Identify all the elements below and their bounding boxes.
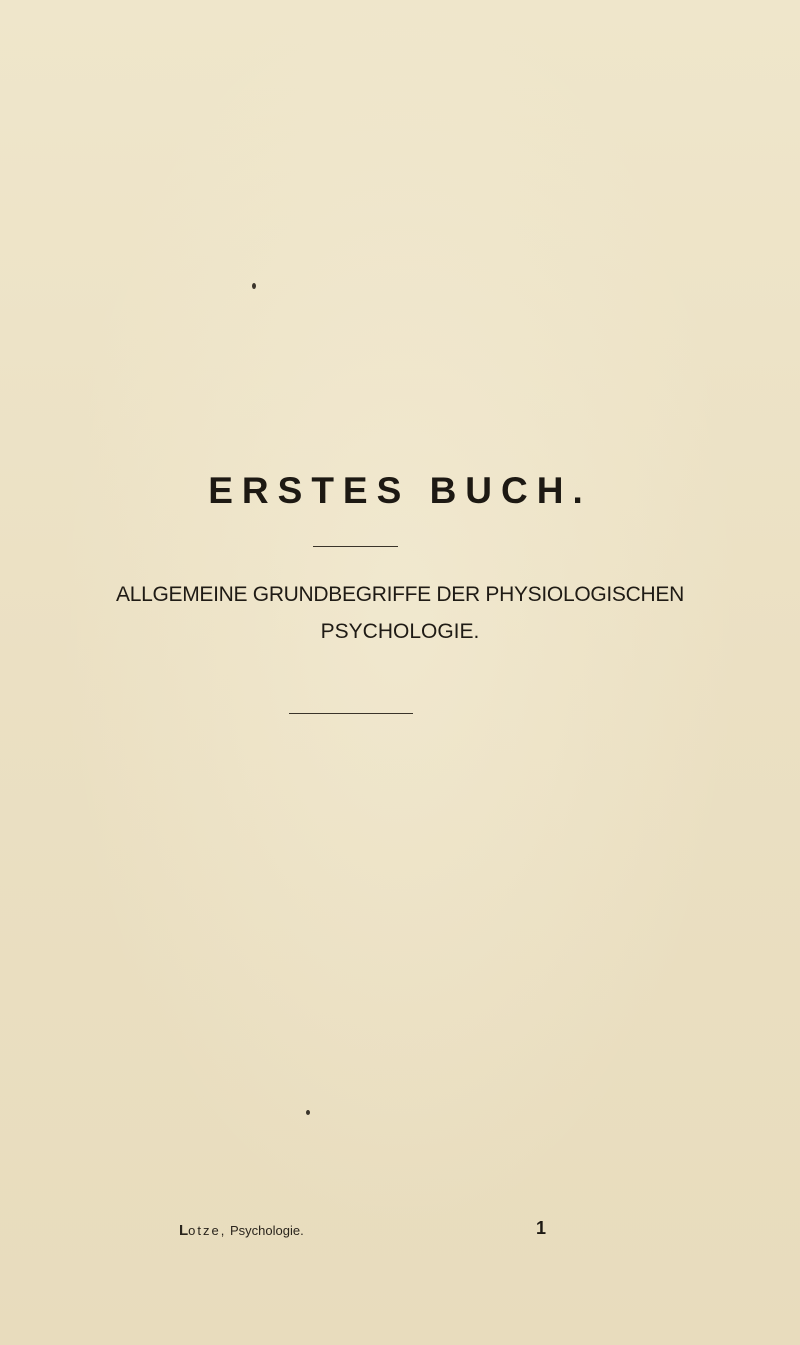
subtitle-divider <box>289 713 413 714</box>
short-title: Psychologie. <box>229 1223 304 1238</box>
author-rest: otze, <box>188 1223 227 1238</box>
signature-mark: 1 <box>536 1218 547 1238</box>
book-title: ERSTES BUCH. <box>208 470 592 511</box>
author-initial: L <box>179 1222 189 1239</box>
title-divider <box>313 546 398 547</box>
subtitle-line-1: ALLGEMEINE GRUNDBEGRIFFE DER PHYSIOLOGISCHEN <box>116 583 684 606</box>
ink-speck <box>306 1110 310 1115</box>
subtitle-line-2: PSYCHOLOGIE. <box>320 620 480 643</box>
footer-signature <box>179 1222 304 1239</box>
ink-speck <box>252 283 256 289</box>
